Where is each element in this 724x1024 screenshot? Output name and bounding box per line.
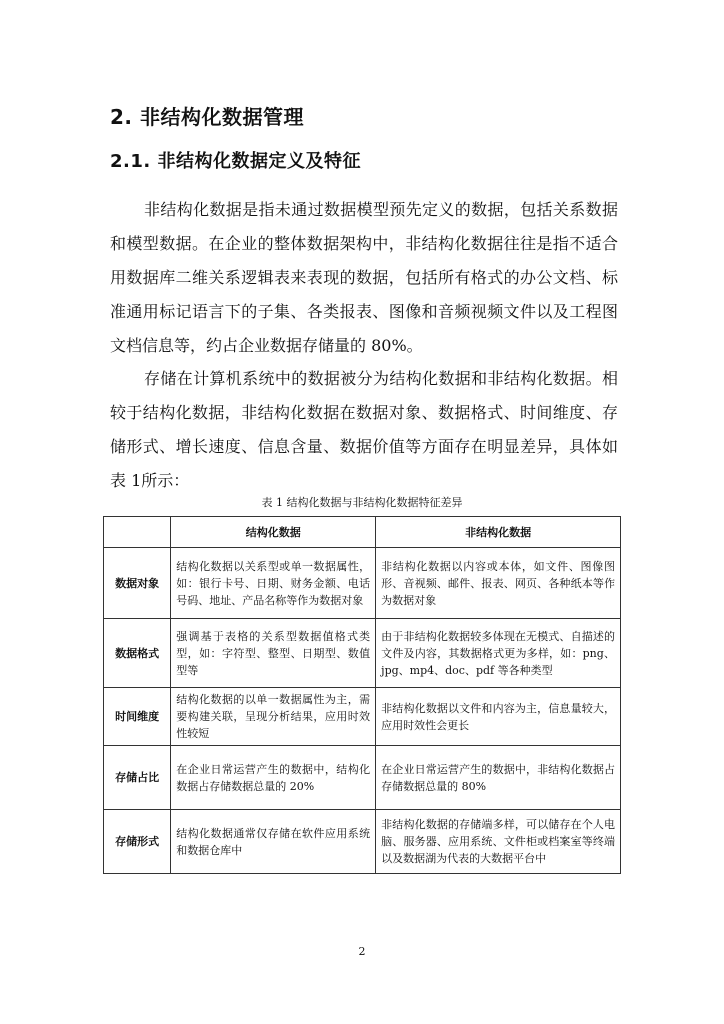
table-row <box>104 619 621 688</box>
row-label: 存储形式 <box>104 810 171 874</box>
section-heading: 2. 非结构化数据管理 <box>110 105 304 129</box>
subsection-heading: 2.1. 非结构化数据定义及特征 <box>110 151 361 172</box>
comparison-table <box>103 516 621 874</box>
unstructured-cell: 非结构化数据的存储端多样，可以储存在个人电脑、服务器、应用系统、文件柜或档案室等终端以及数据湖为代表的大数据平台中 <box>376 810 621 874</box>
structured-cell: 结构化数据通常仅存储在软件应用系统和数据仓库中 <box>171 810 376 874</box>
table-row <box>104 688 621 746</box>
header-cell-empty <box>104 517 171 548</box>
table-row <box>104 548 621 619</box>
table-row <box>104 746 621 810</box>
row-label: 时间维度 <box>104 688 171 746</box>
header-cell-unstructured: 非结构化数据 <box>376 517 621 548</box>
paragraph-definition: 非结构化数据是指未通过数据模型预先定义的数据，包括关系数据和模型数据。在企业的整体数据架构中，非结构化数据往往是指不适合用数据库二维关系逻辑表来表现的数据，包括所有格式的办公文档、标准通用标记语言下的子集、各类报表、图像和音频视频文件以及工程图文档信息等，约占企业数据存储量的 80%。 <box>110 200 618 355</box>
structured-cell: 强调基于表格的关系型数据值格式类型，如：字符型、整型、日期型、数值型等 <box>171 619 376 688</box>
row-label: 数据对象 <box>104 548 171 619</box>
unstructured-cell: 非结构化数据以文件和内容为主，信息量较大，应用时效性会更长 <box>376 688 621 746</box>
paragraph-comparison: 存储在计算机系统中的数据被分为结构化数据和非结构化数据。相较于结构化数据，非结构化数据在数据对象、数据格式、时间维度、存储形式、增长速度、信息含量、数据价值等方面存在明显差异，具体如表 1所示： <box>110 369 618 490</box>
unstructured-cell: 非结构化数据以内容或本体，如文件、图像图形、音视频、邮件、报表、网页、各种纸本等作为数据对象 <box>376 548 621 619</box>
structured-cell: 结构化数据以关系型或单一数据属性，如：银行卡号、日期、财务金额、电话号码、地址、产品名称等作为数据对象 <box>171 548 376 619</box>
table-caption: 表 1 结构化数据与非结构化数据特征差异 <box>261 496 463 509</box>
row-label: 数据格式 <box>104 619 171 688</box>
row-label: 存储占比 <box>104 746 171 810</box>
structured-cell: 结构化数据的以单一数据属性为主，需要构建关联，呈现分析结果，应用时效性较短 <box>171 688 376 746</box>
structured-cell: 在企业日常运营产生的数据中，结构化数据占存储数据总量的 20% <box>171 746 376 810</box>
table-row <box>104 810 621 874</box>
table-header-row <box>104 517 621 548</box>
unstructured-cell: 在企业日常运营产生的数据中，非结构化数据占存储数据总量的 80% <box>376 746 621 810</box>
unstructured-cell: 由于非结构化数据较多体现在无模式、自描述的文件及内容，其数据格式更为多样，如：png、jpg、mp4、doc、pdf 等各种类型 <box>376 619 621 688</box>
header-cell-structured: 结构化数据 <box>171 517 376 548</box>
page-number: 2 <box>358 945 366 958</box>
